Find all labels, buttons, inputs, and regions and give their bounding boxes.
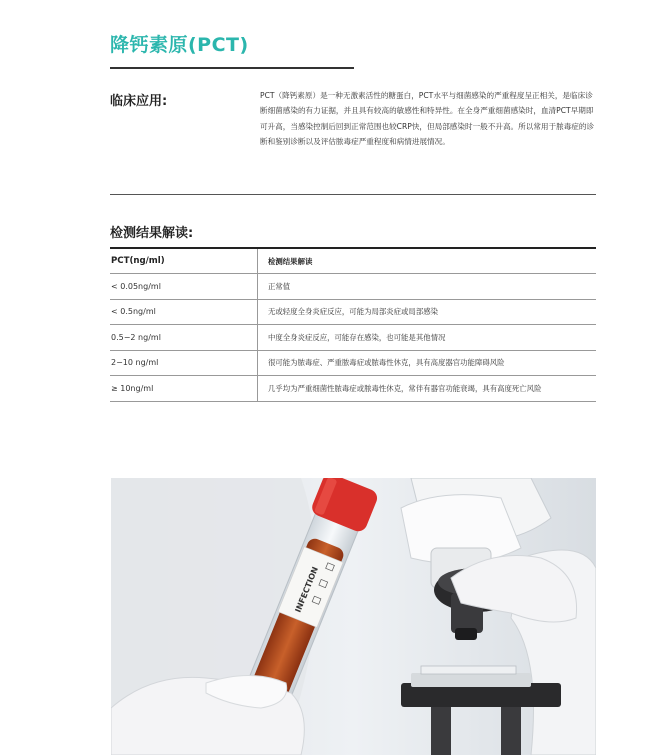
meaning-cell: 很可能为脓毒症、严重脓毒症或脓毒性休克，具有高度器官功能障碍风险 [268,358,505,368]
header-interpretation: 检测结果解读 [268,256,313,266]
table-header-row [110,249,596,274]
table-row [110,376,596,402]
table-row [110,325,596,351]
meaning-cell: 正常值 [268,281,291,291]
clinical-description: PCT（降钙素原）是一种无激素活性的糖蛋白，PCT水平与细菌感染的严重程度呈正相关，是临床诊断细菌感染的有力证据，并且具有较高的敏感性和特异性。在全身严重细菌感染时，血清PCT早期即可升高，当感染控制后回到正常范围也较CRP快，但局部感染时一般不升高。所以常用于脓毒症的诊断和鉴别诊断以及评估脓毒症严重程度和病情进展情况。 [260,91,595,147]
lab-photo [111,478,596,755]
lab-illustration [111,478,596,755]
range-cell: ≥ 10ng/ml [110,376,258,401]
meaning-cell: 无或轻度全身炎症反应，可能为局部炎症或局部感染 [268,307,438,317]
range-cell: < 0.5ng/ml [110,300,258,325]
table-row [110,300,596,326]
header-pct: PCT(ng/ml) [110,249,258,273]
results-table [110,247,596,402]
range-cell: < 0.05ng/ml [110,274,258,299]
results-section-label: 检测结果解读: [110,226,194,241]
table-row [110,351,596,377]
range-cell: 2−10 ng/ml [110,351,258,376]
meaning-cell: 中度全身炎症反应，可能存在感染，也可能是其他情况 [268,332,446,342]
title-underline [110,67,354,69]
page-title: 降钙素原(PCT) [110,34,249,56]
meaning-cell: 几乎均为严重细菌性脓毒症或脓毒性休克，常伴有器官功能衰竭，具有高度死亡风险 [268,383,542,393]
clinical-section-label: 临床应用: [110,94,168,109]
table-row [110,274,596,300]
range-cell: 0.5−2 ng/ml [110,325,258,350]
tube-label-text: INFECTION [293,565,321,614]
section-divider [110,194,596,195]
